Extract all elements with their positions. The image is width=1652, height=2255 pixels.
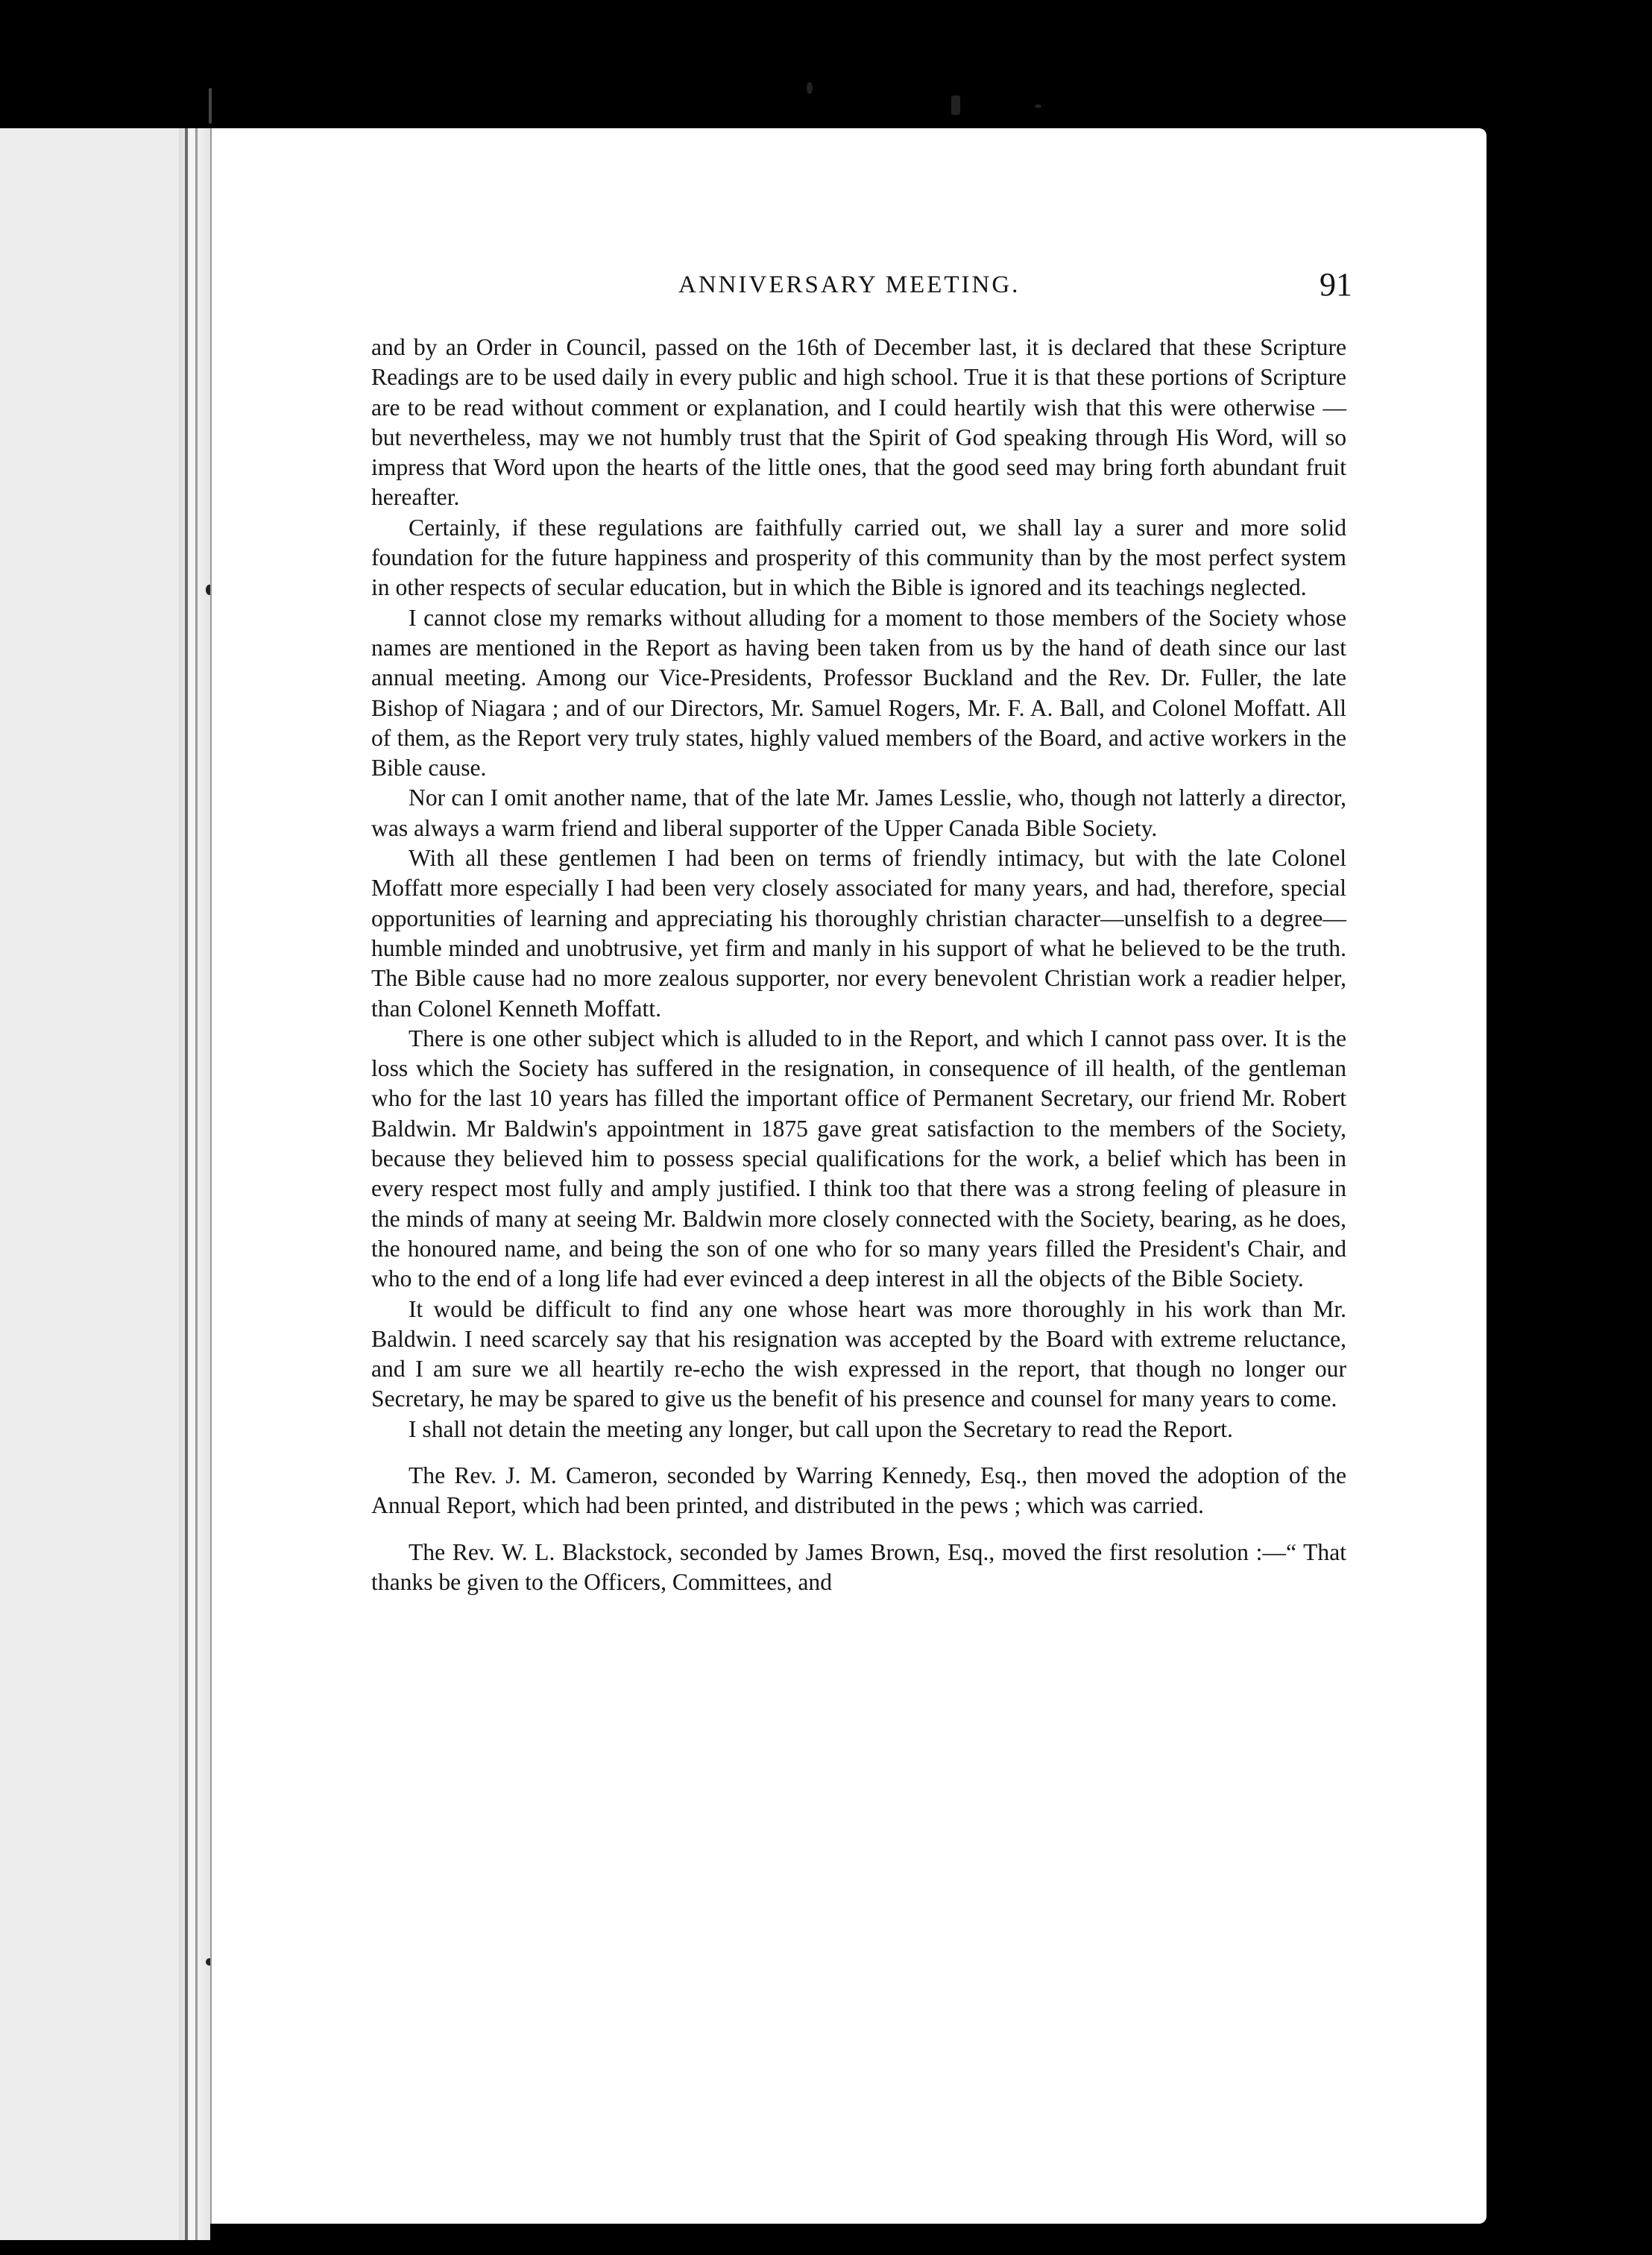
paragraph: Nor can I omit another name, that of the late Mr. James Lesslie, who, though not latterly a director, was always a warm friend and liberal supporter of the Upper Canada Bible Society. bbox=[371, 784, 1346, 841]
running-title: ANNIVERSARY MEETING. bbox=[678, 271, 1021, 298]
paragraph: The Rev. J. M. Cameron, seconded by Warring Kennedy, Esq., then moved the adoption of the Annual Report, which had been printed, and distributed in the pews ; which was carried. bbox=[371, 1462, 1346, 1519]
paragraph: I cannot close my remarks without alluding for a moment to those members of the Society whose names are mentioned in the Report as having been taken from us by the hand of death since our last annual meeting. Among our Vice-Presidents, Professor Buckland and the Rev. Dr. Fuller, the late Bishop of Niagara ; and of our Directors, Mr. Samuel Rogers, Mr. F. A. Ball, and Colonel Moffatt. All of them, as the Report very truly states, highly valued members of the Board, and active workers in the Bible cause. bbox=[371, 604, 1346, 781]
running-header bbox=[434, 265, 1358, 310]
paragraph: Certainly, if these regulations are faithfully carried out, we shall lay a surer and more solid foundation for the future happiness and prosperity of this community than by the most perfect system in other respects of secular education, but in which the Bible is ignored and its teachings neglected. bbox=[371, 514, 1346, 601]
gutter-line bbox=[195, 128, 198, 2240]
ink-speck bbox=[1035, 104, 1041, 108]
paragraph: I shall not detain the meeting any longer, but call upon the Secretary to read the Report. bbox=[409, 1415, 1233, 1442]
paragraph: With all these gentlemen I had been on terms of friendly intimacy, but with the late Colonel Moffatt more especially I had been very closely associated for many years, and had, therefore, special opportunities of learning and appreciating his thoroughly christian character—unselfish to a degree—humble minded and unobtrusive, yet firm and manly in his support of what he believed to be the truth. The Bible cause had no more zealous supporter, nor every benevolent Christian work a readier helper, than Colonel Kenneth Moffatt. bbox=[371, 845, 1346, 1022]
gutter-line bbox=[185, 128, 188, 2240]
page-number: 91 bbox=[1320, 266, 1352, 303]
ink-speck bbox=[951, 95, 960, 115]
ink-speck bbox=[807, 82, 813, 94]
paragraph: It would be difficult to find any one whose heart was more thoroughly in his work than Mr. Baldwin. I need scarcely say that his resignation was accepted by the Board with extreme reluctance, and I am sure we all heartily re-echo the wish expressed in the report, that though no longer our Secretary, he may be spared to give us the benefit of his presence and counsel for many years to come. bbox=[371, 1295, 1346, 1412]
paragraph: The Rev. W. L. Blackstock, seconded by James Brown, Esq., moved the first resolution :—“ That thanks be given to the Officers, Committees, and bbox=[371, 1538, 1346, 1595]
paragraph: and by an Order in Council, passed on the 16th of December last, it is declared that these Scripture Readings are to be used daily in every public and high school. True it is that these portions of Scripture are to be read without comment or explanation, and I could heartily wish that this were otherwise —but nevertheless, may we not humbly trust that the Spirit of God speaking through His Word, will so impress that Word upon the hearts of the little ones, that the good seed may bring forth abundant fruit hereafter. bbox=[371, 334, 1346, 511]
body-text bbox=[371, 333, 1346, 1597]
paragraph: There is one other subject which is alluded to in the Report, and which I cannot pass over. It is the loss which the Society has suffered in the resignation, in consequence of ill health, of the gentleman who for the last 10 years has filled the important office of Permanent Secretary, our friend Mr. Robert Baldwin. Mr Baldwin's appointment in 1875 gave great satisfaction to the members of the Society, because they believed him to possess special qualifications for the work, a belief which has been in every respect most fully and amply justified. I think too that there was a strong feeling of pleasure in the minds of many at seeing Mr. Baldwin more closely connected with the Society, bearing, as he does, the honoured name, and being the son of one who for so many years filled the President's Chair, and who to the end of a long life had ever evinced a deep interest in all the objects of the Bible Society. bbox=[371, 1025, 1346, 1292]
ink-speck bbox=[209, 88, 212, 124]
book-gutter bbox=[179, 128, 210, 2240]
